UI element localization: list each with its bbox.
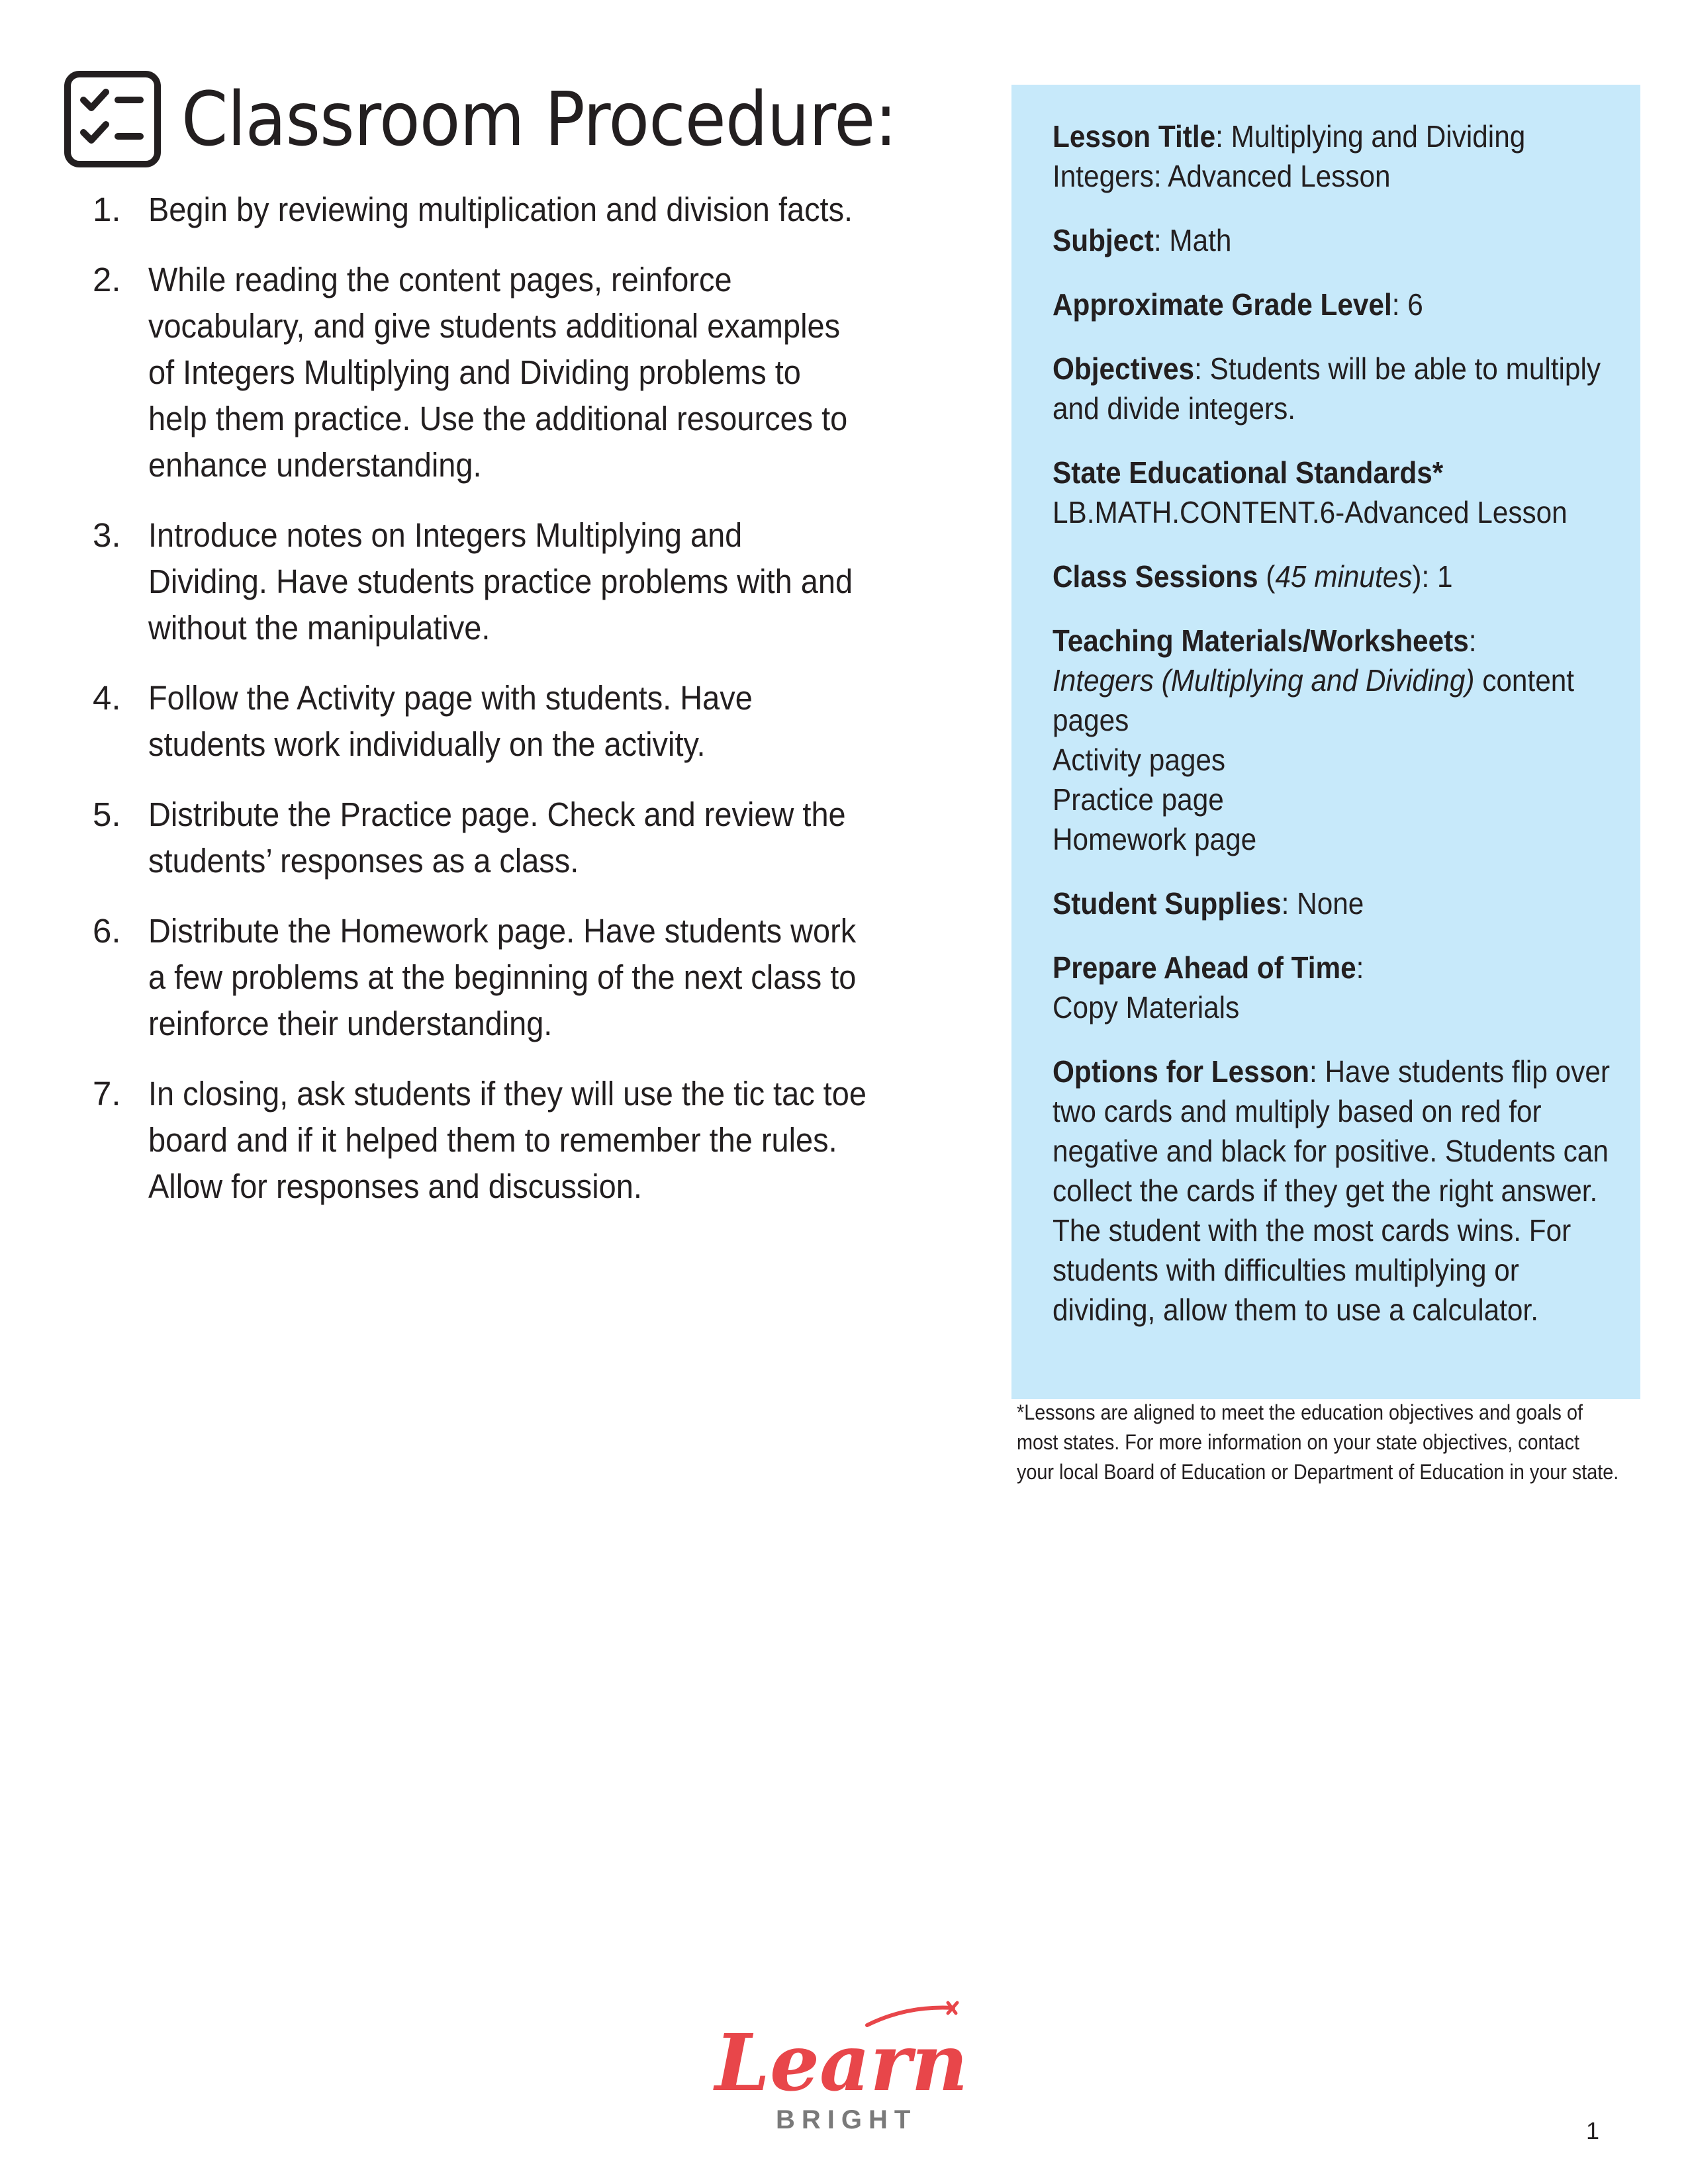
- field-label: Objectives: [1053, 351, 1195, 386]
- lesson-title-value: Multiplying and Dividing Integers: Advanced Lesson: [1053, 119, 1526, 193]
- field-label: Lesson Title: [1053, 119, 1216, 154]
- session-duration: 45 minutes: [1275, 559, 1413, 594]
- subject-field: Subject: Math: [1053, 223, 1232, 257]
- step-number: 4.: [93, 679, 121, 717]
- class-sessions-value: 1: [1437, 559, 1453, 594]
- step-number: 5.: [93, 796, 121, 833]
- subject-value: Math: [1169, 223, 1232, 257]
- logo-subword: BRIGHT: [776, 2105, 917, 2134]
- logo-word: Learn: [715, 2017, 968, 2109]
- step-text: While reading the content pages, reinforce vocabulary, and give students additional examples of Integers Multiplying and Dividing problems to help them practice. Use the additional resources to enhance understanding.: [148, 261, 848, 484]
- procedure-step: [93, 257, 966, 488]
- materials-item: Practice page: [1053, 782, 1224, 817]
- supplies-value: None: [1297, 886, 1364, 921]
- materials-title-rest: content pages: [1053, 663, 1575, 737]
- procedure-step: [93, 512, 966, 651]
- field-label: Student Supplies: [1053, 886, 1282, 921]
- learn-bright-logo: [702, 1999, 980, 2144]
- field-label: Class Sessions: [1053, 559, 1258, 594]
- lesson-info-box: [1011, 85, 1640, 1399]
- field-label: Teaching Materials/Worksheets: [1053, 623, 1469, 658]
- class-sessions-field: Class Sessions (45 minutes): 1: [1053, 559, 1453, 594]
- objectives-value: Students will be able to multiply and divide integers.: [1053, 351, 1601, 426]
- step-number: 1.: [93, 191, 121, 228]
- step-text: Distribute the Practice page. Check and review the students’ responses as a class.: [148, 796, 846, 880]
- prepare-value: Copy Materials: [1053, 990, 1240, 1024]
- field-label: Subject: [1053, 223, 1154, 257]
- standards-footnote: [1017, 1398, 1685, 1487]
- materials-item: Activity pages: [1053, 743, 1226, 777]
- lesson-title-field: Lesson Title: Multiplying and Dividing Integers: Advanced Lesson: [1053, 119, 1526, 193]
- materials-item: Homework page: [1053, 822, 1257, 856]
- objectives-field: Objectives: Students will be able to multiply and divide integers.: [1053, 351, 1601, 426]
- procedure-step: [93, 908, 966, 1047]
- procedure-step: [93, 1071, 966, 1210]
- page-number: 1: [1586, 2117, 1600, 2144]
- step-text: Follow the Activity page with students. Have students work individually on the activity.: [148, 679, 753, 763]
- procedure-list: [93, 187, 966, 1234]
- step-number: 2.: [93, 261, 121, 298]
- supplies-field: Student Supplies: None: [1053, 886, 1364, 921]
- step-text: Distribute the Homework page. Have students work a few problems at the beginning of the next class to reinforce their understanding.: [148, 912, 857, 1042]
- page-title: Classroom Procedure:: [181, 77, 897, 163]
- step-text: Introduce notes on Integers Multiplying and Dividing. Have students practice problems with and without the manipulative.: [148, 516, 853, 647]
- step-number: 6.: [93, 912, 121, 950]
- step-text: In closing, ask students if they will use the tic tac toe board and if it helped them to remember the rules. Allow for responses and discussion.: [148, 1075, 867, 1205]
- standards-field: [1053, 453, 1614, 532]
- grade-level-field: Approximate Grade Level: 6: [1053, 287, 1423, 322]
- field-label: Options for Lesson: [1053, 1054, 1309, 1089]
- materials-field: Teaching Materials/Worksheets: Integers (Multiplying and Dividing) content pages Activity pages Practice page Homework page: [1053, 621, 1614, 859]
- procedure-step: [93, 792, 966, 884]
- procedure-step: [93, 675, 966, 768]
- checklist-icon: [64, 70, 162, 168]
- grade-level-value: 6: [1407, 287, 1423, 322]
- field-label: Prepare Ahead of Time: [1053, 950, 1356, 985]
- prepare-field: Prepare Ahead of Time: Copy Materials: [1053, 948, 1614, 1027]
- step-number: 7.: [93, 1075, 121, 1113]
- procedure-step: [93, 187, 966, 233]
- step-text: Begin by reviewing multiplication and division facts.: [148, 191, 853, 228]
- footnote-line: *Lessons are aligned to meet the education objectives and goals of: [1017, 1400, 1583, 1424]
- step-number: 3.: [93, 516, 121, 554]
- options-field: Options for Lesson: Have students flip over two cards and multiply based on red for negative and black for positive. Students can collect the cards if they get the right answer. The student with the most cards wins. For students with difficulties multiplying or dividing, allow them to use a calculator.: [1053, 1054, 1610, 1327]
- footnote-line: most states. For more information on your state objectives, contact: [1017, 1430, 1579, 1454]
- field-label: Approximate Grade Level: [1053, 287, 1392, 322]
- field-label: State Educational Standards*: [1053, 455, 1444, 490]
- standards-value: LB.MATH.CONTENT.6-Advanced Lesson: [1053, 495, 1568, 529]
- options-value: Have students flip over two cards and multiply based on red for negative and black for positive. Students can collect the cards if they get the right answer. The student with the most cards wins. For students with difficulties multiplying or dividing, allow them to use a calculator.: [1053, 1054, 1610, 1327]
- footnote-line: your local Board of Education or Department of Education in your state.: [1017, 1460, 1619, 1484]
- materials-title: Integers (Multiplying and Dividing): [1053, 663, 1475, 698]
